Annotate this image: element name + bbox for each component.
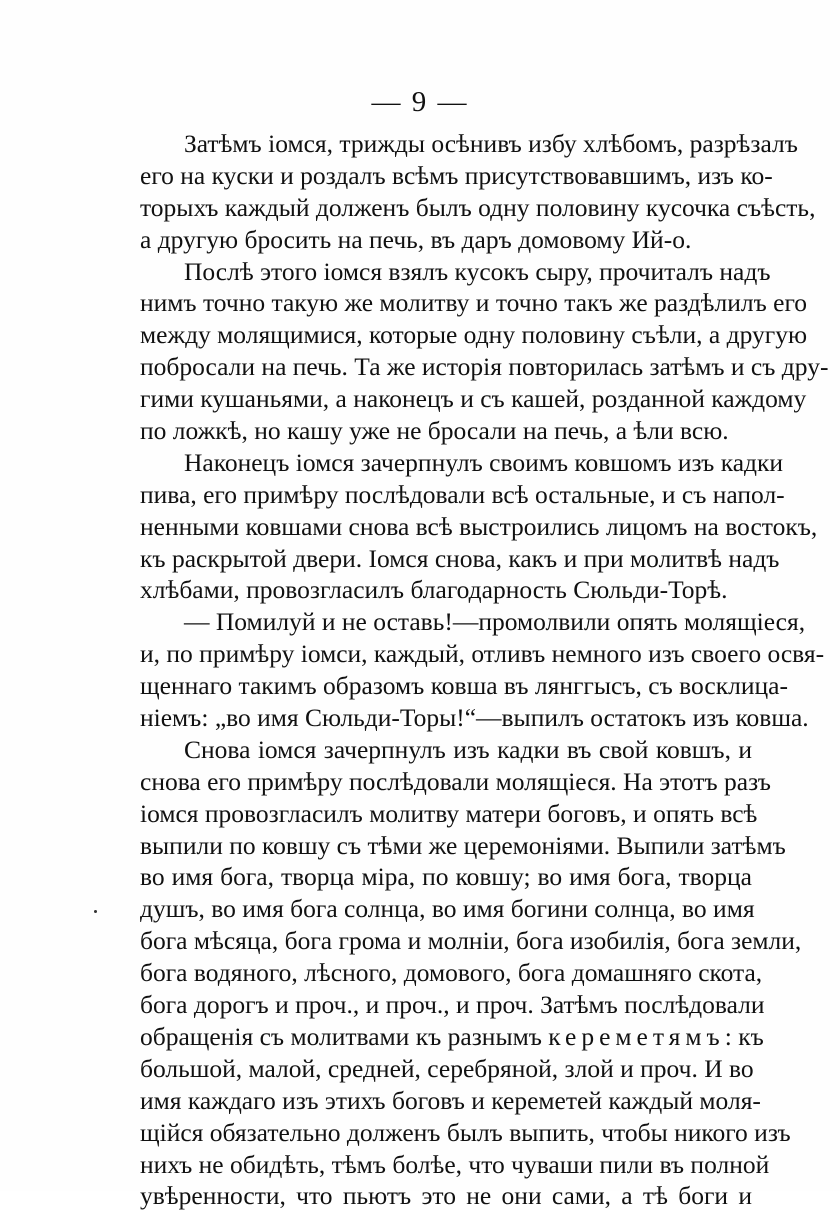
- text-line: нихъ не обидѣть, тѣмъ болѣе, что чуваши пили въ полной: [140, 1149, 770, 1179]
- text-line: бога дорогъ и проч., и проч., и проч. Затѣмъ послѣдовали: [140, 990, 765, 1020]
- text-line: снова его примѣру послѣдовали молящіеся. На этотъ разъ: [140, 766, 771, 796]
- text-line: хлѣбами, провозгласилъ благодарность Сюльди-Торѣ.: [140, 575, 728, 605]
- text-line: выпили по ковшу съ тѣми же церемоніями. Выпили затѣмъ: [140, 830, 786, 860]
- text-line: щеннаго такимъ образомъ ковша въ лянггысъ, съ восклица-: [140, 671, 788, 701]
- text-line: Снова іомся зачерпнулъ изъ кадки въ свой ковшъ, и: [184, 734, 752, 764]
- text-line: душъ, во имя бога солнца, во имя богини солнца, во имя: [140, 894, 755, 924]
- text-line: во имя бога, творца міра, по ковшу; во имя бога, творца: [140, 862, 752, 892]
- spaced-word: кереметямъ: [548, 1021, 725, 1051]
- text-line: побросали на печь. Та же исторія повторилась затѣмъ и съ дру-: [140, 352, 829, 382]
- text-line: — Помилуй и не оставь!—промолвили опять молящіеся,: [184, 607, 806, 637]
- text-line: къ раскрытой двери. Іомся снова, какъ и при молитвѣ надъ: [140, 543, 780, 573]
- page-number: — 9 —: [371, 86, 469, 118]
- text-line: а другую бросить на печь, въ даръ домовому Ий-о.: [140, 224, 692, 254]
- text-line: ніемъ: „во имя Сюльди-Торы!“—выпилъ остатокъ изъ ковша.: [140, 703, 809, 733]
- text-line: Послѣ этого іомся взялъ кусокъ сыру, прочиталъ надъ: [184, 256, 771, 286]
- text-line: большой, малой, средней, серебряной, злой и проч. И во: [140, 1053, 754, 1083]
- text-line: обращенія съ молитвами къ разнымъ кереметямъ: къ: [140, 1021, 764, 1051]
- text-line: іомся провозгласилъ молитву матери боговъ, и опять всѣ: [140, 798, 758, 828]
- text-line: торыхъ каждый долженъ былъ одну половину кусочка съѣсть,: [140, 192, 816, 222]
- text-line: Затѣмъ іомся, трижды осѣнивъ избу хлѣбомъ, разрѣзалъ: [184, 129, 798, 158]
- text-line: нимъ точно такую же молитву и точно такъ же раздѣлилъ его: [140, 288, 808, 318]
- print-speck: [94, 910, 97, 913]
- body-text: [140, 128, 829, 1212]
- text-line: пива, его примѣру послѣдовали всѣ остальные, и съ напол-: [140, 479, 785, 509]
- text-line: бога мѣсяца, бога грома и молніи, бога изобилія, бога земли,: [140, 926, 802, 956]
- text-line: имя каждаго изъ этихъ боговъ и кереметей каждый моля-: [140, 1085, 761, 1115]
- text-line: его на куски и роздалъ всѣмъ присутствовавшимъ, изъ ко-: [140, 160, 773, 190]
- text-line: увѣренности, что пьютъ это не они сами, а тѣ боги и: [140, 1181, 752, 1211]
- text-line: Наконецъ іомся зачерпнулъ своимъ ковшомъ изъ кадки: [184, 447, 784, 477]
- text-line: щійся обязательно долженъ былъ выпить, чтобы никого изъ: [140, 1117, 791, 1147]
- text-line: по ложкѣ, но кашу уже не бросали на печь, а ѣли всю.: [140, 416, 729, 446]
- text-line: между молящимися, которые одну половину съѣли, а другую: [140, 320, 807, 350]
- text-line: бога водяного, лѣсного, домового, бога домашняго скота,: [140, 958, 763, 988]
- text-line: гими кушаньями, а наконецъ и съ кашей, розданной каждому: [140, 384, 807, 414]
- text-line: и, по примѣру іомси, каждый, отливъ немного изъ своего освя-: [140, 639, 825, 669]
- text-line: ненными ковшами снова всѣ выстроились лицомъ на востокъ,: [140, 511, 818, 541]
